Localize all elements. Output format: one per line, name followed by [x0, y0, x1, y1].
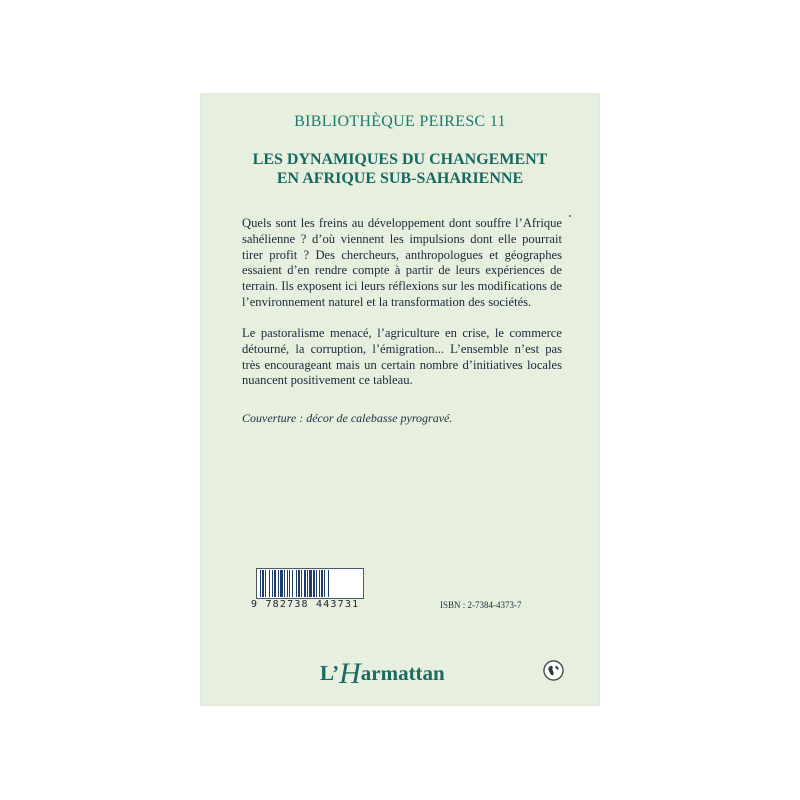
barcode-bar — [289, 570, 290, 597]
barcode-bar — [324, 570, 325, 597]
barcode-bar — [287, 570, 288, 597]
globe-icon — [543, 660, 564, 681]
barcode-bar — [265, 570, 266, 597]
barcode-bar — [298, 570, 300, 597]
barcode-bar — [328, 570, 329, 597]
barcode-bar — [274, 570, 276, 597]
barcode-bar — [321, 570, 323, 597]
book-back-cover — [200, 93, 600, 706]
barcode-bar — [280, 570, 283, 597]
barcode-bar — [272, 570, 273, 597]
barcode-bar — [316, 570, 317, 597]
barcode-bar — [269, 570, 270, 597]
barcode-bar — [292, 570, 293, 597]
barcode-bar — [284, 570, 285, 597]
barcode-bars — [257, 569, 363, 598]
cover-credit: Couverture : décor de calebasse pyrogravé. — [242, 411, 453, 425]
barcode-bar — [301, 570, 302, 597]
publisher-name-rest: armattan — [360, 661, 445, 685]
blurb-paragraph-1: Quels sont les freins au développement dont souffre l’Afrique sahélienne ? d’où viennent les impulsions dont elle pourrait tirer profit ? Des chercheurs, anthropologues et géographes essaient d’en rendre compte à partir de leurs expériences de terrain. Ils exposent ici leurs réflexions sur les modifications de l’environnement naturel et la transformation des sociétés. — [242, 216, 562, 309]
publisher-capital: H — [339, 657, 361, 690]
barcode-bar — [307, 570, 308, 597]
print-speck — [569, 215, 571, 217]
title-line-2: EN AFRIQUE SUB-SAHARIENNE — [276, 170, 524, 187]
barcode — [256, 568, 364, 599]
blurb-paragraph-2: Le pastoralisme menacé, l’agriculture en crise, le commerce détourné, la corruption, l’émigration... L’ensemble n’est pas très encourageant mais un certain nombre d’initiatives locales nuancent positivement ce tableau. — [242, 326, 562, 388]
barcode-bar — [262, 570, 264, 597]
barcode-bar — [278, 570, 279, 597]
title-line-1: LES DYNAMIQUES DU CHANGEMENT — [252, 151, 548, 168]
barcode-bar — [313, 570, 315, 597]
barcode-number: 9 782738 443731 — [251, 599, 360, 610]
series-title: BIBLIOTHÈQUE PEIRESC 11 — [294, 113, 506, 130]
barcode-bar — [296, 570, 297, 597]
publisher-initial: L’ — [320, 661, 340, 685]
barcode-bar — [319, 570, 320, 597]
isbn-label: ISBN : 2-7384-4373-7 — [440, 600, 522, 610]
book-title — [200, 150, 600, 188]
barcode-bar — [309, 570, 312, 597]
barcode-bar — [260, 570, 261, 597]
publisher-logo — [320, 654, 445, 688]
barcode-bar — [304, 570, 306, 597]
